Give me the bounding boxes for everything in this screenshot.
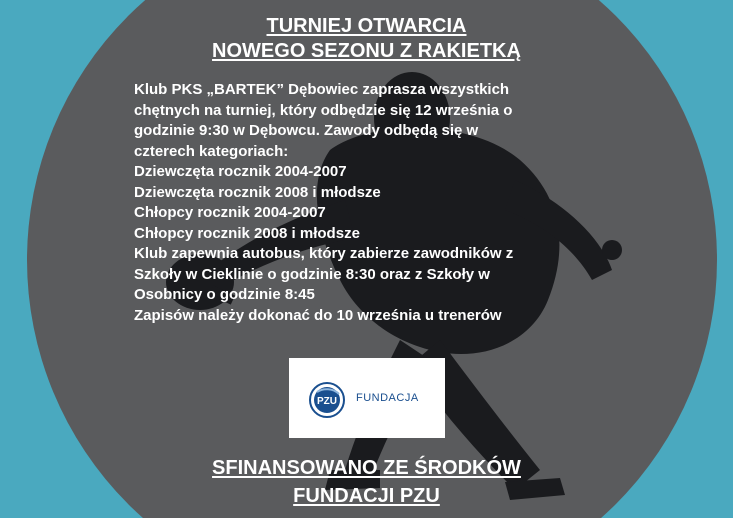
body-line: Szkoły w Cieklinie o godzinie 8:30 oraz z Szkoły w [134, 265, 490, 283]
body-line: Osobnicy o godzinie 8:45 [134, 286, 315, 303]
body-line: Klub PKS „BARTEK” Dębowiec zaprasza wszystkich [134, 81, 510, 98]
logo-text: FUNDACJA [356, 392, 419, 404]
page-title [0, 14, 733, 64]
title-line-2: NOWEGO SEZONU Z RAKIETKĄ [212, 40, 521, 62]
footer-line-2: FUNDACJI PZU [293, 485, 440, 507]
title-line-1: TURNIEJ OTWARCIA [266, 15, 467, 37]
body-line: godzinie 9:30 w Dębowcu. Zawody odbędą się w [134, 122, 479, 139]
category-line: Dziewczęta rocznik 2004-2007 [134, 163, 347, 180]
pzu-logo-icon [309, 382, 345, 418]
sponsor-logo [289, 358, 445, 438]
category-line: Dziewczęta rocznik 2008 i młodsze [134, 183, 381, 201]
footer-line-1: SFINANSOWANO ZE ŚRODKÓW [212, 457, 521, 479]
category-line: Chłopcy rocznik 2008 i młodsze [134, 224, 360, 242]
body-line: czterech kategoriach: [134, 142, 289, 160]
body-line: Klub zapewnia autobus, który zabierze zawodników z [134, 245, 514, 262]
announcement-text [134, 80, 604, 326]
category-line: Chłopcy rocznik 2004-2007 [134, 204, 326, 221]
pzu-logo-mark: PZU [317, 396, 337, 407]
footer-funding-note [0, 454, 733, 510]
body-line: chętnych na turniej, który odbędzie się 12 września o [134, 101, 513, 119]
body-line: Zapisów należy dokonać do 10 września u trenerów [134, 306, 502, 324]
